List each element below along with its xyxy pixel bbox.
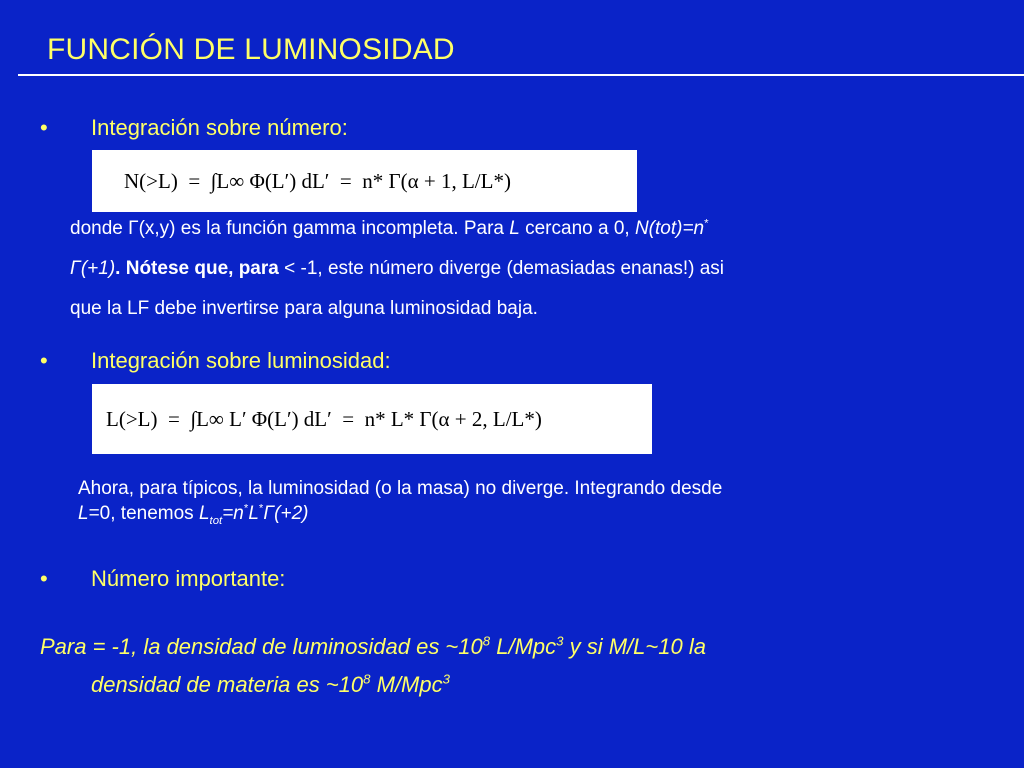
bullet-marker-1: •	[40, 115, 48, 140]
paragraph-total-luminosity	[78, 476, 1008, 526]
final-line-1: Para = -1, la densidad de luminosidad es $\sim 10^8$ L/Mpc$^3$ y si M/L~10 la	[40, 633, 706, 659]
equation-luminosity-integral	[92, 384, 652, 454]
bullet-marker-2: •	[40, 348, 48, 373]
paragraph-line-3: que la LF debe invertirse para alguna luminosidad baja.	[70, 298, 538, 319]
final-line-2: densidad de materia es $\sim 10^8$ M/Mpc$^3$	[91, 671, 450, 697]
slide-title: FUNCIÓN DE LUMINOSIDAD	[47, 33, 455, 66]
paragraph-gamma-note	[70, 209, 1010, 329]
equation-text: N(>L) = ∫L∞ Φ(L′) dL′ = n* Γ(α + 1, L/L*)	[124, 168, 511, 193]
bullet-label-integration-number: Integración sobre número:	[91, 115, 348, 140]
final-statement	[40, 628, 1000, 704]
bullet-label-important-number: Número importante:	[91, 566, 286, 591]
bullet-label-integration-luminosity: Integración sobre luminosidad:	[91, 348, 391, 373]
paragraph-line-2: Γ(+1). Nótese que, para < -1, este número diverge (demasiadas enanas!) asi	[70, 258, 725, 279]
paragraph-line-1: Ahora, para típicos, la luminosidad (o la masa) no diverge. Integrando desde	[78, 478, 723, 499]
title-underline	[18, 74, 1024, 76]
paragraph-line-1: donde Γ(x,y) es la función gamma incompleta. Para L cercano a 0, N(tot)=n*	[70, 217, 709, 239]
equation-text: L(>L) = ∫L∞ L′ Φ(L′) dL′ = n* L* Γ(α + 2, L/L*)	[106, 406, 542, 431]
bullet-marker-3: •	[40, 566, 48, 591]
equation-number-integral	[92, 150, 637, 212]
paragraph-line-2: L=0, tenemos $L_{tot}=n^*L^*\Gamma(+2)$	[78, 502, 309, 527]
